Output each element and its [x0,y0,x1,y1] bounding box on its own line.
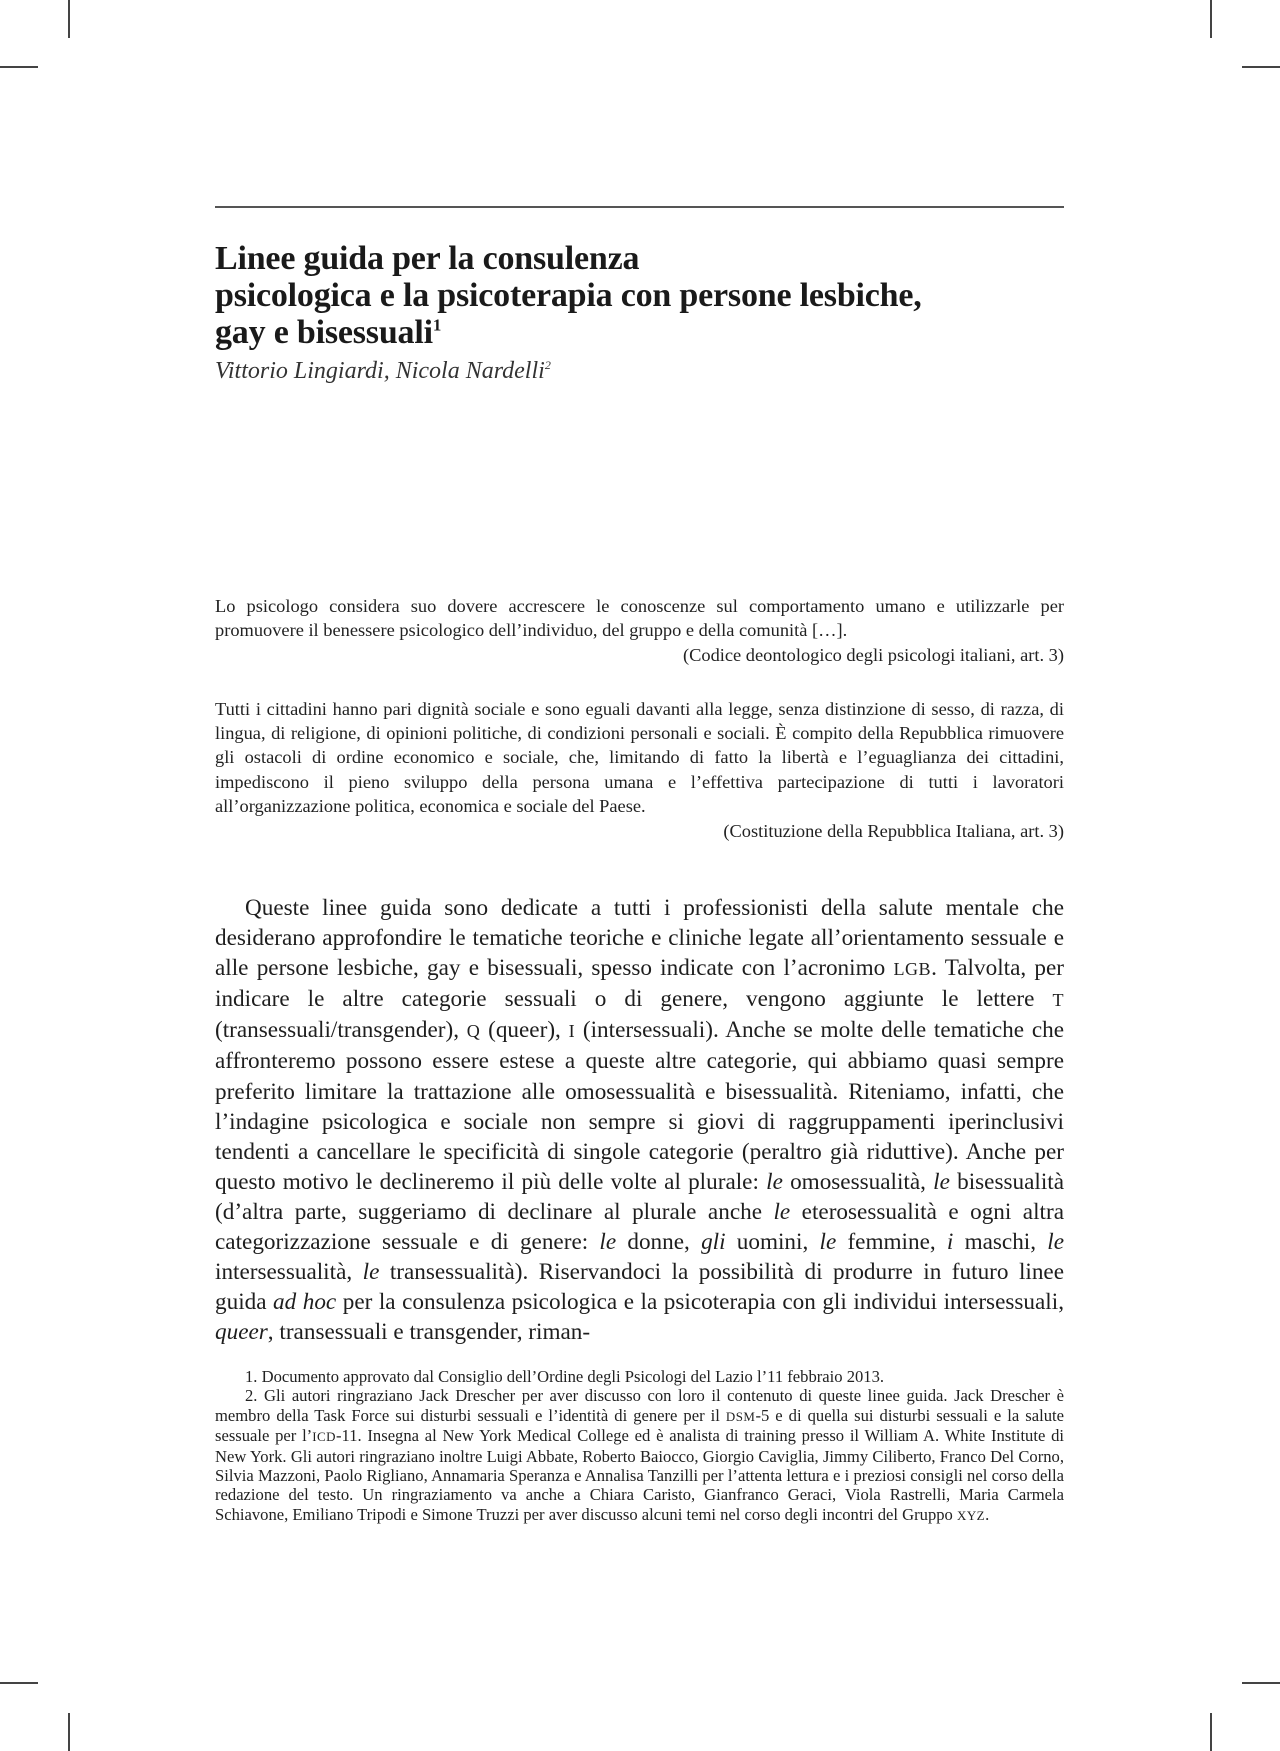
acronym-dsm: DSM [725,1408,756,1424]
epigraph-2-text: Tutti i cittadini hanno pari dignità sociale e sono eguali davanti alla legge, senza distinzione di sesso, di razza, di lingua, di religione, di opinioni politiche, di condizioni personali e sociali. È compito della Repubblica rimuovere gli ostacoli di ordine economico e sociale, che, limitando di fatto la libertà e l’eguaglianza dei cittadini, impediscono il pieno sviluppo della persona umana e l’effettiva partecipazione di tutti i lavoratori all’organizzazione politica, economica e sociale del Paese. [215,699,1064,816]
body-run: (transessuali/transgender), [215,1017,467,1044]
crop-mark-top-left [68,0,70,38]
body-run: femmine, [836,1229,947,1256]
acronym-lgb: LGB [893,959,932,980]
italic-le: le [362,1259,380,1286]
body-run: maschi, [953,1229,1048,1256]
footnotes [215,1367,1064,1525]
body-run: . Talvolta, per indicare le altre categorie sessuali o di genere, vengono aggiunte le lettere [215,955,1064,1013]
body-run: (intersessuali). Anche se molte delle tematiche che affronteremo possono essere estese a queste altre categorie, qui abbiamo quasi sempre preferito limitare la trattazione alle omosessualità e bisessualità. Riteniamo, infatti, che l’indagine psicologica e sociale non sempre si giovi di raggruppamenti iperinclusivi tendenti a cancellare le specificità di singole categorie (peraltro già riduttive). Anche per questo motivo le declineremo il più delle volte al plurale: [215,1017,1064,1195]
letter-i: I [568,1021,576,1042]
authors-footnote-ref[interactable]: 2 [544,358,551,372]
letter-t: T [1052,990,1064,1011]
epigraph-2-source: (Costituzione della Repubblica Italiana, art. 3) [723,821,1064,842]
body-run: per la consulenza psicologica e la psicoterapia con gli individui intersessuali, [336,1289,1064,1316]
italic-le: le [766,1168,783,1195]
footnote-run: -5 e di quella sui disturbi sessuali e la salute sessuale per l’ [215,1405,1064,1446]
body-run: , transessuali e transgender, riman- [267,1319,591,1346]
header-rule [215,206,1064,208]
epigraph-1-source: (Codice deontologico degli psicologi italiani, art. 3) [682,645,1064,666]
epigraph-1-text: Lo psicologo considera suo dovere accrescere le conoscenze sul comportamento umano e utilizzarle per promuovere il benessere psicologico dell’individuo, del gruppo e della comunità […]. [215,596,1064,641]
crop-mark-right-bottom [1242,1682,1280,1684]
italic-le: le [1047,1229,1064,1256]
crop-mark-right-top [1242,66,1280,68]
body-run: Queste linee guida sono dedicate a tutti i professionisti della salute mentale che desiderano approfondire le tematiche teoriche e cliniche legate all’orientamento sessuale e alle persone lesbiche, gay e bisessuali, spesso indicate con l’acronimo [215,895,1064,982]
body-run: (queer), [480,1017,569,1044]
crop-mark-bottom-right [1210,1713,1212,1751]
body-run: bisessualità (d’altra parte, suggeriamo di declinare al plurale anche [215,1168,1065,1225]
italic-queer: queer [215,1319,268,1346]
italic-le: le [773,1198,791,1225]
crop-mark-top-right [1210,0,1212,38]
body-paragraph [215,893,1064,1347]
article-authors [215,356,1075,386]
crop-mark-left-top [0,66,38,68]
title-block [215,240,1075,386]
crop-mark-bottom-left [68,1713,70,1751]
footnote-run: -11. Insegna al New York Medical College ed è analista di training presso il William A. White Institute di New York. Gli autori ringraziano inoltre Luigi Abbate, Roberto Baiocco, Giorgio Caviglia, Jimmy Ciliberto, Franco Del Corno, Silvia Mazzoni, Paolo Rigliano, Annamaria Speranza e Annalisa Tanzilli per l’attenta lettura e i preziosi consigli nel corso della redazione del testo. Un ringraziamento va anche a Chiara Caristo, Gianfranco Geraci, Viola Rastrelli, Maria Carmela Schiavone, Emiliano Tripodi e Simone Truzzi per aver discusso alcuni temi nel corso degli incontri del Gruppo [215,1426,1064,1524]
title-line-3: gay e bisessuali [215,314,433,351]
article-title [215,240,1075,351]
italic-le: le [819,1229,837,1256]
italic-le: le [933,1168,950,1195]
body-run: omosessualità, [782,1168,934,1195]
epigraph-1 [215,594,1064,668]
body-run: eterosessualità e ogni altra categorizzazione sessuale e di genere: [215,1198,1064,1256]
italic-gli: gli [701,1229,726,1256]
authors-names: Vittorio Lingiardi, Nicola Nardelli [215,358,545,384]
footnote-run: 2. Gli autori ringraziano Jack Drescher per aver discusso con loro il contenuto di queste linee guida. Jack Drescher è membro della Task Force sui disturbi sessuali e l’identità di genere per il [215,1386,1064,1425]
body-run: transessualità). Riservandoci la possibilità di produrre in futuro linee guida [215,1259,1064,1316]
body-text [215,893,1064,1347]
italic-ad-hoc: ad hoc [273,1289,337,1316]
crop-mark-left-bottom [0,1682,38,1684]
italic-le: le [599,1229,617,1256]
letter-q: Q [466,1021,481,1042]
epigraph-2 [215,697,1064,843]
title-footnote-ref[interactable]: 1 [432,315,442,335]
footnote-2 [215,1386,1064,1525]
acronym-icd: ICD [312,1429,336,1445]
title-line-1: Linee guida per la consulenza [215,240,640,277]
footnote-run: . [985,1504,990,1524]
title-line-2: psicologica e la psicoterapia con persone lesbiche, [215,277,922,314]
body-run: intersessualità, [215,1259,363,1286]
body-run: uomini, [725,1229,820,1256]
acronym-xyz: XYZ [957,1507,986,1523]
italic-i: i [946,1229,954,1256]
footnote-1: 1. Documento approvato dal Consiglio dell’Ordine degli Psicologi del Lazio l’11 febbraio 2013. [245,1367,885,1386]
body-run: donne, [616,1229,702,1256]
